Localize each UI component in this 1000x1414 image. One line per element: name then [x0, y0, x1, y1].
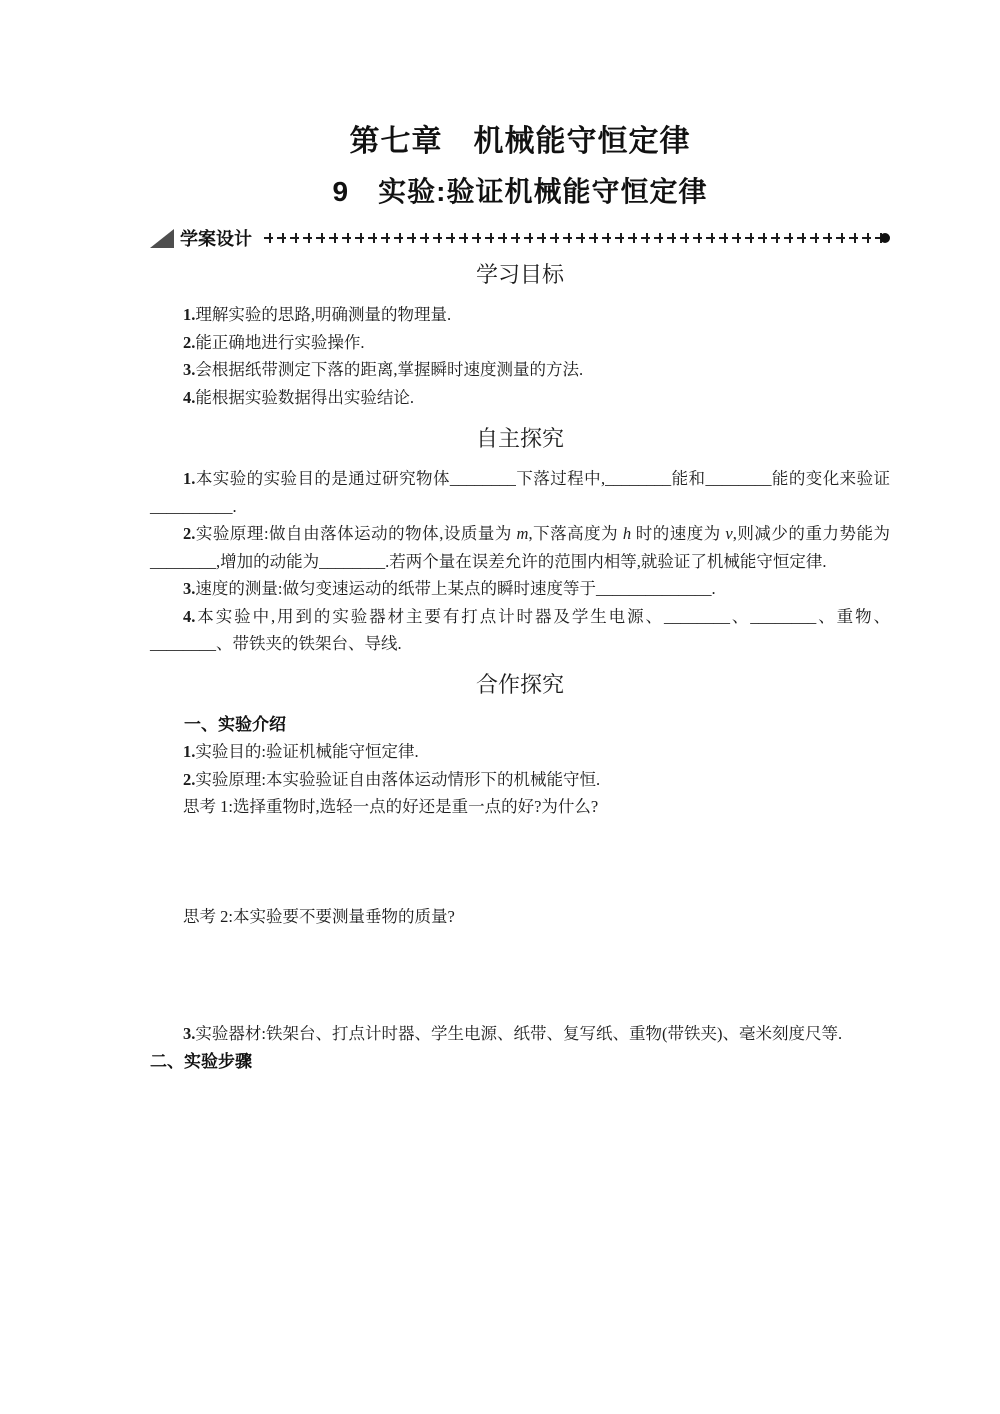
item-number: 2. [183, 769, 196, 789]
coop-item [150, 1020, 890, 1048]
item-text: 能正确地进行实验操作. [195, 332, 365, 352]
item-text-with-blanks: 速度的测量:做匀变速运动的纸带上某点的瞬时速度等于______________. [195, 579, 716, 598]
lesson-title: 9 实验:验证机械能守恒定律 [332, 176, 708, 207]
self-exploration-list [150, 465, 890, 658]
goal-item [150, 329, 890, 357]
item-text: 实验器材:铁架台、打点计时器、学生电源、纸带、复写纸、重物(带铁夹)、毫米刻度尺等. [195, 1024, 843, 1043]
triangle-icon [150, 229, 174, 248]
part1-title: 一、实验介绍 [184, 714, 286, 734]
item-number: 1. [183, 742, 196, 761]
goal-item [150, 301, 890, 329]
answer-space [150, 930, 890, 1020]
item-number: 4. [183, 606, 196, 626]
self-item [150, 603, 890, 658]
item-number: 2. [183, 524, 196, 543]
coop-item [150, 766, 890, 794]
item-number: 3. [183, 360, 196, 379]
dashed-tick-line [264, 233, 882, 243]
item-text-with-blanks: 本实验中,用到的实验器材主要有打点计时器及学生电源、________、________、重物、________、带铁夹的铁架台、导线. [150, 606, 890, 653]
learning-goals-list [150, 301, 890, 411]
item-number: 1. [183, 469, 196, 488]
item-number: 3. [183, 579, 196, 598]
section-banner [150, 225, 890, 251]
item-text: 会根据纸带测定下落的距离,掌握瞬时速度测量的方法. [195, 360, 584, 379]
answer-space [150, 821, 890, 903]
goal-item [150, 356, 890, 384]
think-question-1: 思考 1:选择重物时,选轻一点的好还是重一点的好?为什么? [183, 797, 599, 816]
item-number: 4. [183, 387, 196, 407]
part2-title: 二、实验步骤 [150, 1051, 252, 1071]
goal-item [150, 384, 890, 412]
cooperative-exploration-content [150, 711, 890, 1076]
think-question-2: 思考 2:本实验要不要测量垂物的质量? [183, 906, 455, 926]
item-text-with-blanks: 实验原理:做自由落体运动的物体,设质量为 m,下落高度为 h 时的速度为 v,则减少的重力势能为________,增加的动能为________.若两个量在误差允许的范围内相等,就验证了机械能守恒定律. [150, 524, 891, 571]
heading-self-exploration: 自主探究 [475, 426, 564, 451]
item-text: 实验原理:本实验验证自由落体运动情形下的机械能守恒. [195, 769, 601, 789]
coop-item [150, 738, 890, 766]
banner-label: 学案设计 [180, 229, 252, 249]
worksheet-page [150, 0, 890, 1075]
item-number: 1. [183, 305, 196, 324]
heading-learning-goals: 学习目标 [475, 262, 564, 287]
item-number: 2. [183, 332, 196, 352]
item-text-with-blanks: 本实验的实验目的是通过研究物体________下落过程中,________能和________能的变化来验证__________. [150, 469, 890, 516]
item-text: 能根据实验数据得出实验结论. [195, 387, 414, 407]
item-number: 3. [183, 1024, 196, 1043]
self-item [150, 465, 890, 520]
chapter-title: 第七章 机械能守恒定律 [349, 125, 691, 158]
heading-cooperative-exploration: 合作探究 [475, 671, 564, 697]
item-text: 实验目的:验证机械能守恒定律. [195, 742, 419, 761]
item-text: 理解实验的思路,明确测量的物理量. [195, 305, 452, 324]
self-item [150, 520, 890, 575]
end-dot-icon [880, 233, 890, 243]
self-item [150, 575, 890, 603]
